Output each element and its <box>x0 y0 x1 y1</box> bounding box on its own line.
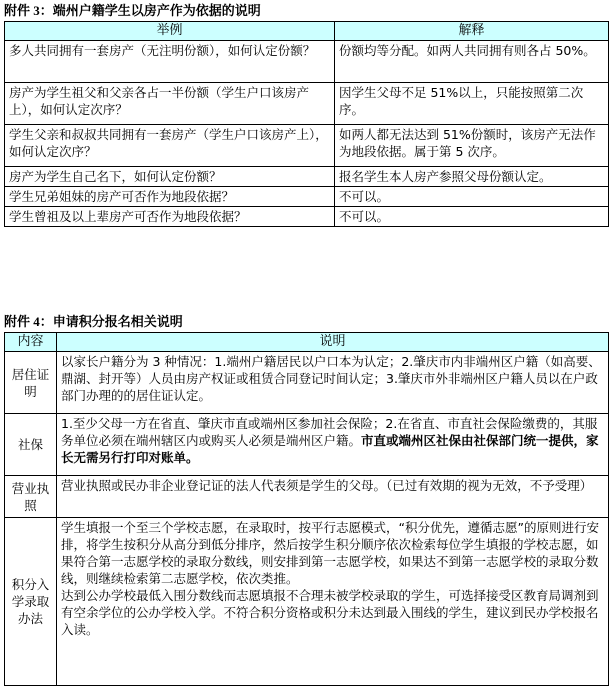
header-description: 说明 <box>57 333 609 352</box>
section3-title <box>4 2 261 20</box>
explanation-cell: 因学生父母不足 51%以上，只能按照第二次序。 <box>335 83 609 125</box>
explanation-cell: 如两人都无法达到 51%份额时，该房产无法作为地段依据。属于第 5 次序。 <box>335 125 609 167</box>
explanation-cell: 报名学生本人房产参照父母份额认定。 <box>335 167 609 187</box>
header-example: 举例 <box>5 22 335 41</box>
section4-title-text: 申请积分报名相关说明 <box>52 315 183 330</box>
header-explanation: 解释 <box>335 22 609 41</box>
header-item: 内容 <box>5 333 57 352</box>
table-row <box>5 187 609 207</box>
table-row <box>5 352 609 414</box>
section3-title-prefix: 附件 3： <box>4 3 53 18</box>
example-cell: 房产为学生祖父和父亲各占一半份额（学生户口该房产上），如何认定次序？ <box>5 83 335 125</box>
explanation-cell: 不可以。 <box>335 207 609 227</box>
example-cell: 学生曾祖及以上辈房产可否作为地段依据？ <box>5 207 335 227</box>
table-row <box>5 125 609 167</box>
description-cell <box>57 414 609 476</box>
section4-title <box>4 313 183 331</box>
table-row <box>5 414 609 476</box>
description-paragraph: 学生填报一个至三个学校志愿，在录取时，按平行志愿模式，“积分优先，遵循志愿”的原则进行安排，将学生按积分从高分到低分排序，然后按学生积分顺序依次检索每位学生填报的学校志愿，如果符合第一志愿学校的录取分数线，则安排到第一志愿学校，如果达不到第一志愿学校的录取分数线，则继续检索第二志愿学校，依次类推。 <box>61 520 599 586</box>
item-cell: 营业执照 <box>5 476 57 518</box>
item-cell: 居住证明 <box>5 352 57 414</box>
item-cell: 积分入学录取办法 <box>5 518 57 686</box>
description-cell: 营业执照或民办非企业登记证的法人代表须是学生的父母。（已过有效期的视为无效，不予受理） <box>57 476 609 518</box>
section3-title-text: 端州户籍学生以房产作为依据的说明 <box>52 4 261 19</box>
table-row <box>5 518 609 686</box>
description-cell: 以家长户籍分为 3 种情况：1.端州户籍居民以户口本为认定；2.肇庆市内非端州区户籍（如高要、鼎湖、封开等）人员由房产权证或租赁合同登记时间认定；3.肇庆市外非端州区户籍人员以在户政部门办理的的居住证认定。 <box>57 352 609 414</box>
table-row <box>5 476 609 518</box>
example-cell: 多人共同拥有一套房产（无注明份额），如何认定份额？ <box>5 41 335 83</box>
description-bold-text: 市直或端州区社保由社保部门统一提供，家长无需另行打印对账单。 <box>61 433 599 465</box>
explanation-cell: 不可以。 <box>335 187 609 207</box>
table-row <box>5 41 609 83</box>
example-cell: 学生父亲和叔叔共同拥有一套房产（学生户口该房产上），如何认定次序？ <box>5 125 335 167</box>
section4-table <box>4 332 609 686</box>
description-paragraph-2: 达到公办学校最低入围分数线而志愿填报不合理未被学校录取的学生，可选择接受区教育局调剂到有空余学位的公办学校入学。不符合积分资格或积分未达到最入围线的学生，建议到民办学校报名入读。 <box>61 588 599 637</box>
section4-title-prefix: 附件 4： <box>4 314 53 329</box>
description-cell <box>57 518 609 686</box>
table-row <box>5 207 609 227</box>
explanation-cell: 份额均等分配。如两人共同拥有则各占 50%。 <box>335 41 609 83</box>
description-text: 1.至少父母一方在省直、肇庆市直或端州区参加社会保险；2.在省直、市直社会保险缴费的，其服务单位必须在端州辖区内或购买人必须是端州区户籍。 <box>61 416 598 448</box>
item-cell: 社保 <box>5 414 57 476</box>
table-row <box>5 83 609 125</box>
section3-table <box>4 21 609 227</box>
table-row <box>5 167 609 187</box>
example-cell: 学生兄弟姐妹的房产可否作为地段依据？ <box>5 187 335 207</box>
example-cell: 房产为学生自己名下，如何认定份额？ <box>5 167 335 187</box>
